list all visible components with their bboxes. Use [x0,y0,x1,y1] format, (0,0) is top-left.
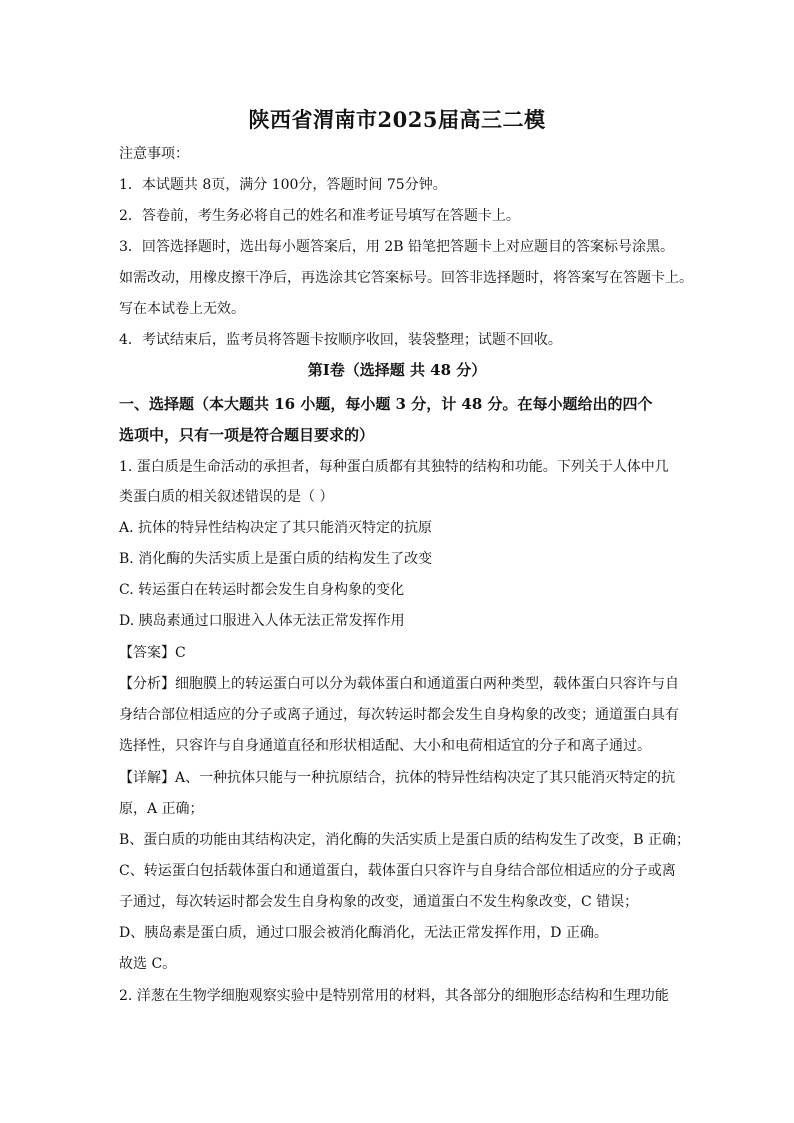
question-stem: 2. 洋葱在生物学细胞观察实验中是特别常用的材料，其各部分的细胞形态结构和生理功能 [119,988,669,1004]
section-heading: 选项中，只有一项是符合题目要求的） [119,426,375,444]
detail-line: 【详解】A、一种抗体只能与一种抗原结合，抗体的特异性结构决定了其只能消灭特定的抗 [119,770,676,786]
answer: 【答案】C [119,645,186,661]
detail-line: 故选 C。 [119,956,177,972]
notice-item: 4．考试结束后，监考员将答题卡按顺序收回，装袋整理；试题不回收。 [119,332,562,348]
analysis-line: 选择性，只容许与自身通道直径和形状相适配、大小和电荷相适宜的分子和离子通过。 [119,738,651,754]
detail-line: C、转运蛋白包括载体蛋白和通道蛋白，载体蛋白只容许与自身结合部位相适应的分子或离 [119,863,676,879]
notice-heading: 注意事项： [119,146,189,162]
question-stem: 类蛋白质的相关叙述错误的是（ ） [119,489,334,505]
detail-line: 子通过，每次转运时都会发生自身构象的改变，通道蛋白不发生构象改变，C 错误； [119,894,639,910]
page-title: 陕西省渭南市2025届高三二模 [248,107,546,132]
notice-item: 写在本试卷上无效。 [119,301,245,317]
notice-item: 3．回答选择题时，选出每小题答案后，用 2B 铅笔把答题卡上对应题目的答案标号涂黑。 [119,239,675,255]
option-a: A. 抗体的特异性结构决定了其只能消灭特定的抗原 [119,520,433,536]
detail-line: 原，A 正确； [119,801,204,817]
option-d: D. 胰岛素通过口服进入人体无法正常发挥作用 [119,613,405,629]
detail-line: B、蛋白质的功能由其结构决定，消化酶的失活实质上是蛋白质的结构发生了改变，B 正确； [119,832,691,848]
section-heading: 一、选择题（本大题共 16 小题，每小题 3 分，计 48 分。在每小题给出的四个 [119,395,653,413]
notice-item: 如需改动，用橡皮擦干净后，再选涂其它答案标号。回答非选择题时，将答案写在答题卡上。 [119,270,693,286]
notice-item: 1．本试题共 8页，满分 100分，答题时间 75分钟。 [119,177,447,193]
part-title: 第Ⅰ卷（选择题 共 48 分） [307,361,487,379]
analysis-line: 身结合部位相适应的分子或离子通过，每次转运时都会发生自身构象的改变；通道蛋白具有 [119,707,679,723]
detail-line: D、胰岛素是蛋白质，通过口服会被消化酶消化，无法正常发挥作用，D 正确。 [119,925,608,941]
notice-item: 2．答卷前，考生务必将自己的姓名和准考证号填写在答题卡上。 [119,208,520,224]
option-b: B. 消化酶的失活实质上是蛋白质的结构发生了改变 [119,551,433,567]
option-c: C. 转运蛋白在转运时都会发生自身构象的变化 [119,582,405,598]
analysis-line: 【分析】细胞膜上的转运蛋白可以分为载体蛋白和通道蛋白两种类型，载体蛋白只容许与自 [119,676,679,692]
question-stem: 1. 蛋白质是生命活动的承担者，每种蛋白质都有其独特的结构和功能。下列关于人体中几 [119,459,669,475]
